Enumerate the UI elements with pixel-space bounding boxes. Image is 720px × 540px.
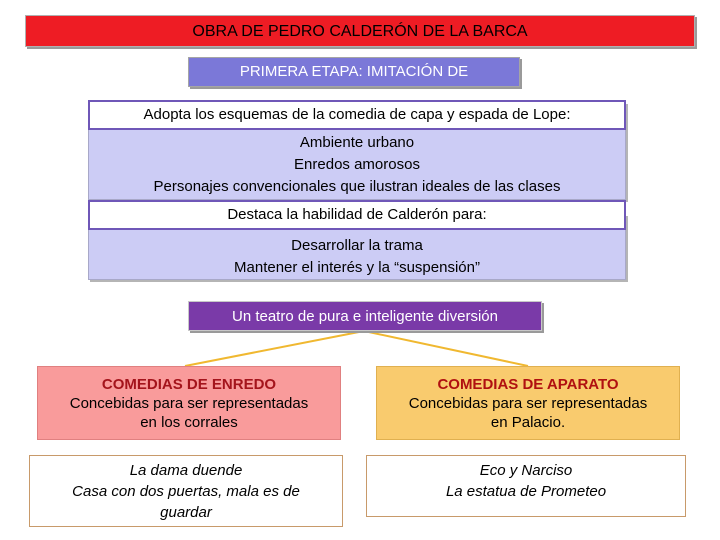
- aparato-works-box: [366, 455, 686, 517]
- enredo-works-box: [29, 455, 343, 527]
- aparato-line-1: Concebidas para ser representadas: [408, 395, 648, 412]
- section1-line-2: Enredos amorosos: [294, 156, 420, 173]
- section2-line-1: Desarrollar la trama: [291, 237, 423, 254]
- aparato-heading: COMEDIAS DE APARATO: [437, 376, 619, 393]
- section1-line-1: Ambiente urbano: [299, 134, 415, 151]
- section1-heading: Adopta los esquemas de la comedia de capa y espada de Lope:: [88, 100, 626, 130]
- enredo-heading: COMEDIAS DE ENREDO: [101, 376, 277, 393]
- section2-heading: Destaca la habilidad de Calderón para:: [88, 200, 626, 230]
- enredo-line-2: en los corrales: [140, 414, 238, 431]
- enredo-line-1: Concebidas para ser representadas: [69, 395, 309, 412]
- diagram-title: OBRA DE PEDRO CALDERÓN DE LA BARCA: [25, 15, 695, 47]
- stage-box: PRIMERA ETAPA: IMITACIÓN DE: [188, 57, 520, 87]
- aparato-work-2: La estatua de Prometeo: [445, 483, 607, 500]
- enredo-work-1: La dama duende: [129, 462, 243, 479]
- enredo-work-3: guardar: [160, 504, 212, 521]
- connector-right: [364, 331, 528, 366]
- summary-box: Un teatro de pura e inteligente diversión: [188, 301, 542, 331]
- enredo-work-2: Casa con dos puertas, mala es de: [72, 483, 300, 500]
- aparato-box: [376, 366, 680, 440]
- aparato-work-1: Eco y Narciso: [479, 462, 573, 479]
- section1-line-3: Personajes convencionales que ilustran ideales de las clases: [153, 178, 561, 195]
- connector-left: [185, 331, 364, 366]
- aparato-line-2: en Palacio.: [490, 414, 566, 431]
- section2-line-2: Mantener el interés y la “suspensión”: [234, 259, 480, 276]
- enredo-box: [37, 366, 341, 440]
